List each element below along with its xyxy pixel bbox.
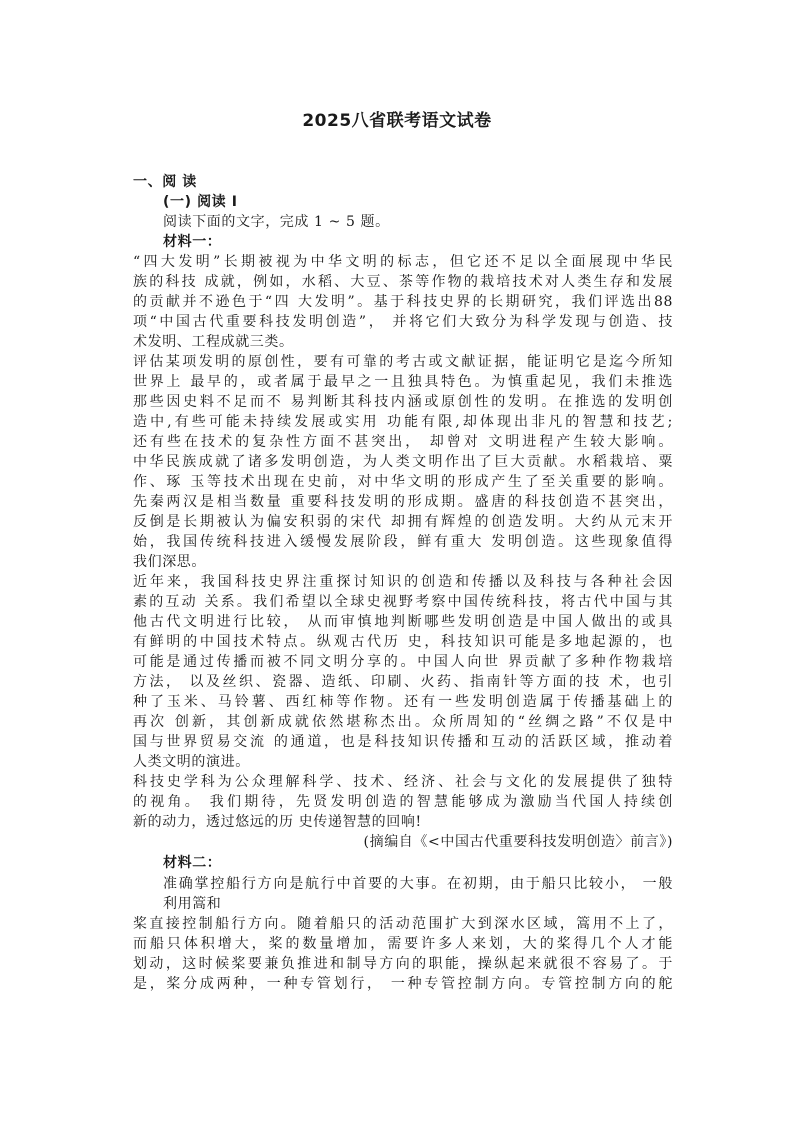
text-line: 造中,有些可能未持续发展或实用 功能有限,却体现出非凡的智慧和技艺; <box>133 414 673 430</box>
text-line: 族的科技 成就，例如，水稻、大豆、茶等作物的栽培技术对人类生存和发展 <box>133 274 673 290</box>
text-line: 有鲜明的中国技术特点。纵观古代历 史，科技知识可能是多地起源的，也 <box>133 634 673 650</box>
text-line: 中华民族成就了诸多发明创造，为人类文明作出了巨大贡献。水稻栽培、粟 <box>133 454 673 470</box>
text-line: 人类文明的演进。 <box>133 754 250 770</box>
text-line: 术发明、工程成就三类。 <box>133 334 294 350</box>
text-line: 我们深思。 <box>133 554 206 570</box>
text-line: 科技史学科为公众理解科学、技术、经济、社会与文化的发展提供了独特 <box>133 774 673 790</box>
text-line: 素的互动 关系。我们希望以全球史视野考察中国传统科技，将古代中国与其 <box>133 594 673 610</box>
text-line: 是，桨分成两种，一种专管划行， 一种专管控制方向。专管控制方向的舵 <box>133 976 673 992</box>
instruction-text: 阅读下面的文字，完成 1 ~ 5 题。 <box>163 214 390 230</box>
material1-heading: 材料一： <box>163 234 222 250</box>
text-line: 项“中国古代重要科技发明创造”， 并将它们大致分为科学发现与创造、技 <box>133 314 673 330</box>
text-line: 准确掌控船行方向是航行中首要的大事。在初期，由于船只比较小， 一般 <box>163 876 673 892</box>
material1-source: (摘编自《<中国古代重要科技发明创造〉前言》) <box>363 834 673 850</box>
text-line: 反倒是长期被认为偏安积弱的宋代 却拥有辉煌的创造发明。大约从元末开 <box>133 514 673 530</box>
text-line: 世界上 最早的，或者属于最早之一且独具特色。为慎重起见，我们未推选 <box>133 374 673 390</box>
text-line: 始，我国传统科技进入缓慢发展阶段，鲜有重大 发明创造。这些现象值得 <box>133 534 673 550</box>
text-line: 再次 创新，其创新成就依然堪称杰出。众所周知的“丝绸之路”不仅是中 <box>133 714 673 730</box>
text-line: 评估某项发明的原创性，要有可靠的考古或文献证据，能证明它是迄今所知 <box>133 354 673 370</box>
text-line: 方法， 以及丝织、瓷器、造纸、印刷、火药、指南针等方面的技 术，也引 <box>133 674 673 690</box>
text-line: 而船只体积增大，桨的数量增加，需要许多人来划，大的桨得几个人才能 <box>133 936 673 952</box>
text-line: 还有些在技术的复杂性方面不甚突出， 却曾对 文明进程产生较大影响。 <box>133 434 673 450</box>
section-heading: 一、阅 读 <box>133 174 197 190</box>
text-line: 新的动力，透过悠远的历 史传递智慧的回响! <box>133 814 422 830</box>
text-line: 可能是通过传播而被不同文明分享的。中国人向世 界贡献了多种作物栽培 <box>133 654 673 670</box>
text-line: 国与世界贸易交流 的通道，也是科技知识传播和互动的活跃区域，推动着 <box>133 734 673 750</box>
text-line: 利用篙和 <box>163 896 222 912</box>
text-line: 的视角。 我们期待，先贤发明创造的智慧能够成为激励当代国人持续创 <box>133 794 673 810</box>
text-line: 桨直接控制船行方向。随着船只的活动范围扩大到深水区域，篙用不上了， <box>133 916 673 932</box>
page-title: 2025八省联考语文试卷 <box>302 111 492 131</box>
text-line: 先秦两汉是相当数量 重要科技发明的形成期。盛唐的科技创造不甚突出， <box>133 494 673 510</box>
text-line: 种了玉米、马铃薯、西红柿等作物。还有一些发明创造属于传播基础上的 <box>133 694 673 710</box>
text-line: 那些因史料不足而不 易判断其科技内涵或原创性的发明。在推选的发明创 <box>133 394 673 410</box>
text-line: 作、琢 玉等技术出现在史前，对中华文明的形成产生了至关重要的影响。 <box>133 474 673 490</box>
subsection-heading: (一) 阅读 I <box>163 194 238 210</box>
text-line: 近年来，我国科技史界注重探讨知识的创造和传播以及科技与各种社会因 <box>133 574 673 590</box>
text-line: 他古代文明进行比较， 从而审慎地判断哪些发明创造是中国人做出的或具 <box>133 614 673 630</box>
material2-heading: 材料二： <box>163 855 222 871</box>
text-line: “四大发明”长期被视为中华文明的标志，但它还不足以全面展现中华民 <box>133 254 673 270</box>
text-line: 的贡献并不逊色于“四 大发明”。基于科技史界的长期研究，我们评选出88 <box>133 294 673 310</box>
text-line: 划动，这时候桨要兼负推进和制导方向的职能，操纵起来就很不容易了。于 <box>133 956 673 972</box>
